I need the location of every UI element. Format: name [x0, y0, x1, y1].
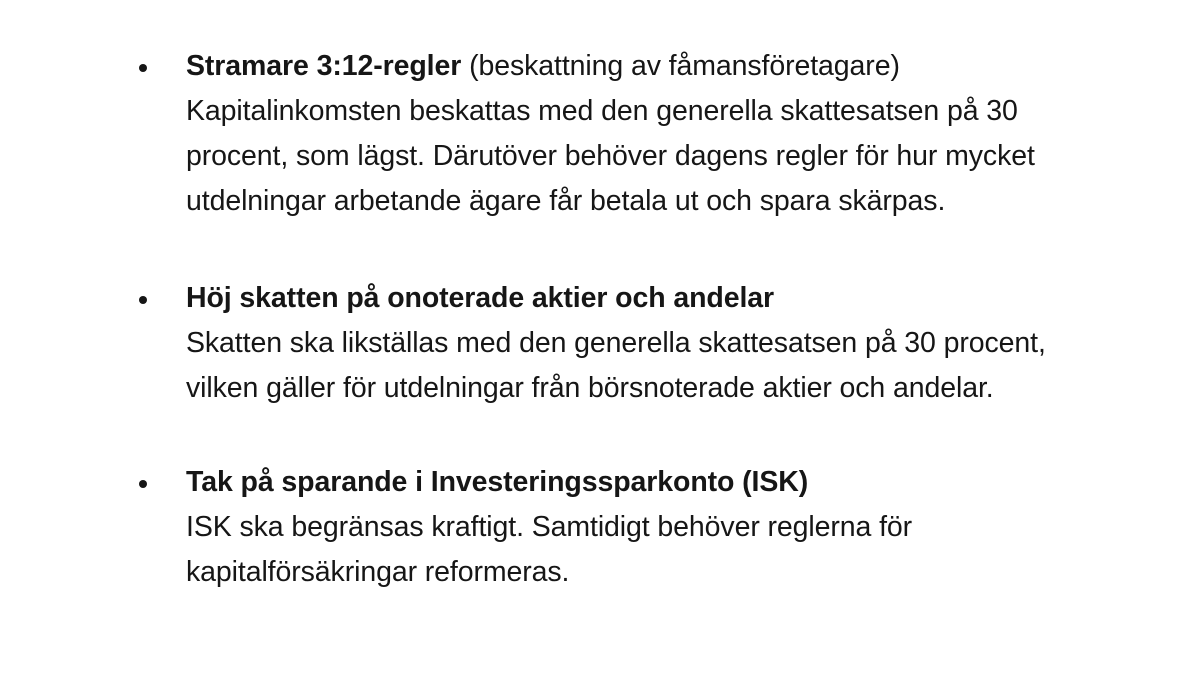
item-body-line: procent, som lägst. Därutöver behöver dagens regler för hur mycket — [186, 140, 1035, 172]
item-heading — [186, 276, 1176, 321]
list-item-content — [186, 44, 1176, 224]
item-title: Höj skatten på onoterade aktier och andelar — [186, 282, 775, 314]
bullet-icon — [139, 480, 147, 488]
list-item-content — [186, 460, 1176, 595]
item-title: Tak på sparande i Investeringssparkonto (ISK) — [186, 466, 809, 498]
item-subtitle: (beskattning av fåmansföretagare) — [461, 50, 900, 82]
item-body-line: ISK ska begränsas kraftigt. Samtidigt behöver reglerna för — [186, 511, 913, 543]
item-body-line: utdelningar arbetande ägare får betala ut och spara skärpas. — [186, 185, 946, 217]
item-title: Stramare 3:12-regler — [186, 50, 462, 82]
item-body-line: vilken gäller för utdelningar från börsnoterade aktier och andelar. — [186, 372, 994, 404]
item-body-line: kapitalförsäkringar reformeras. — [186, 556, 570, 588]
item-heading — [186, 460, 1176, 505]
item-heading — [186, 44, 1176, 89]
item-body-line: Skatten ska likställas med den generella skattesatsen på 30 procent, — [186, 327, 1046, 359]
list-item-content — [186, 276, 1176, 411]
bullet-icon — [139, 64, 147, 72]
item-body-line: Kapitalinkomsten beskattas med den generella skattesatsen på 30 — [186, 95, 1018, 127]
bullet-icon — [139, 296, 147, 304]
